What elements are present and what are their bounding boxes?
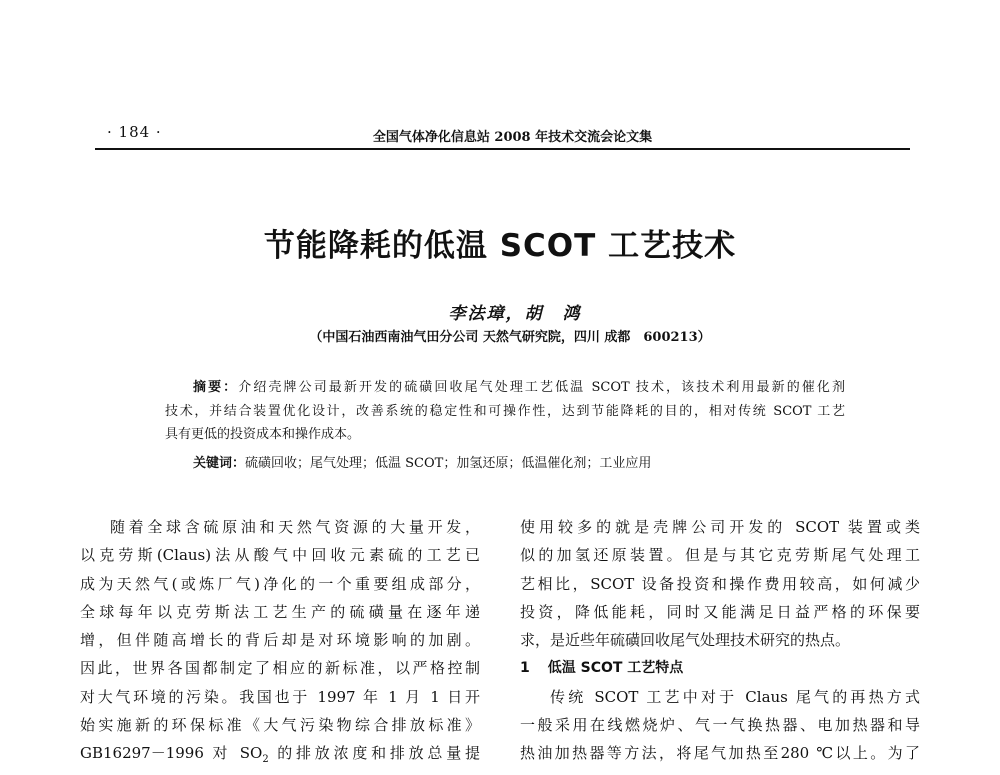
body-line: 艺相比，SCOT 设备投资和操作费用较高，如何减少 bbox=[520, 574, 920, 593]
keywords-text: 硫磺回收；尾气处理；低温 SCOT；加氢还原；低温催化剂；工业应用 bbox=[245, 456, 652, 471]
body-line: 因此，世界各国都制定了相应的新标准，以严格控制 bbox=[80, 659, 480, 678]
keywords-label: 关键词： bbox=[193, 456, 246, 471]
header-rule bbox=[95, 148, 910, 150]
running-header bbox=[95, 120, 910, 150]
page-number: · 184 · bbox=[107, 123, 162, 141]
section-title: 低温 SCOT 工艺特点 bbox=[547, 660, 684, 677]
body-line: 一般采用在线燃烧炉、气一气换热器、电加热器和导 bbox=[520, 716, 920, 735]
body-line: 随着全球含硫原油和天然气资源的大量开发， bbox=[110, 518, 480, 536]
body-line: 对大气环境的污染。我国也于 1997 年 1 月 1 日开 bbox=[80, 687, 480, 706]
body-line: 始实施新的环保标准《大气污染物综合排放标准》 bbox=[80, 716, 480, 735]
body-line: 以克劳斯(Claus)法从酸气中回收元素硫的工艺已 bbox=[80, 546, 480, 565]
section-heading bbox=[520, 654, 920, 682]
body-column-left bbox=[80, 513, 480, 775]
body-column-right bbox=[520, 513, 920, 768]
body-line: 增，但伴随高增长的背后却是对环境影响的加剧。 bbox=[80, 631, 480, 650]
body-line: 似的加氢还原装置。但是与其它克劳斯尾气处理工 bbox=[520, 546, 920, 565]
abstract-line: 具有更低的投资成本和操作成本。 bbox=[165, 427, 361, 442]
body-line: 全球每年以克劳斯法工艺生产的硫磺量在逐年递 bbox=[80, 602, 480, 621]
abstract-label: 摘要： bbox=[193, 380, 239, 395]
paper-authors: 李法璋，胡 鸿 bbox=[448, 304, 582, 324]
body-line: 成为天然气(或炼厂气)净化的一个重要组成部分， bbox=[80, 574, 480, 593]
body-line: 投资，降低能耗，同时又能满足日益严格的环保要 bbox=[520, 602, 920, 621]
abstract-line: 技术，并结合装置优化设计，改善系统的稳定性和可操作性，达到节能降耗的目的，相对传统 SCOT 工艺 bbox=[165, 403, 845, 419]
body-line: 传统 SCOT 工艺中对于 Claus 尾气的再热方式 bbox=[550, 687, 920, 706]
subscript-2: 2 bbox=[262, 754, 269, 766]
keywords bbox=[193, 454, 651, 474]
body-line: 求，是近些年硫磺回收尾气处理技术研究的热点。 bbox=[520, 631, 851, 650]
body-line: 热油加热器等方法，将尾气加热至280 ℃以上。为了 bbox=[520, 744, 920, 763]
section-number: 1 bbox=[520, 660, 530, 677]
journal-title: 全国气体净化信息站 2008 年技术交流会论文集 bbox=[372, 130, 653, 145]
abstract-line: 摘要：介绍壳牌公司最新开发的硫磺回收尾气处理工艺低温 SCOT 技术，该技术利用最新的催化剂 bbox=[193, 380, 845, 395]
paper-title: 节能降耗的低温 SCOT 工艺技术 bbox=[263, 228, 737, 264]
body-line: 使用较多的就是壳牌公司开发的 SCOT 装置或类 bbox=[520, 518, 920, 536]
paper-affiliation: （中国石油西南油气田分公司 天然气研究院，四川 成都 600213） bbox=[309, 330, 711, 345]
abstract bbox=[165, 376, 845, 447]
body-line: GB16297－1996 对 $SO_2$ 的排放浓度和排放总量提 bbox=[80, 744, 480, 766]
